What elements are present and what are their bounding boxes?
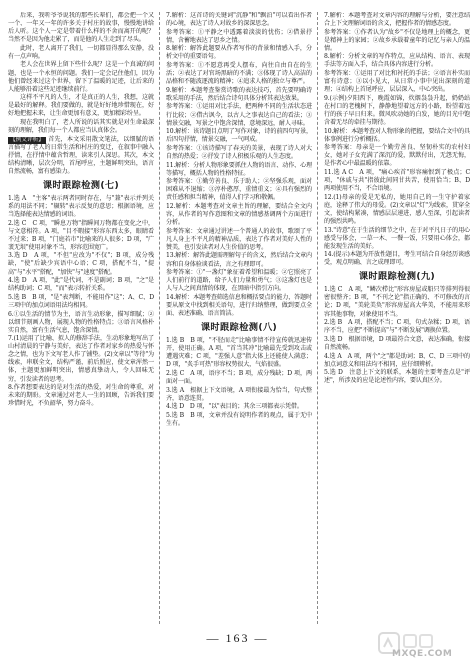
answer-paragraph: 8.解析：分析文章的写作特点，应从结构、语言、表现手法等方面入手，结合具体内容进行分析。 <box>324 53 470 69</box>
column-divider <box>159 12 160 624</box>
section-title: 课时跟踪检测(七) <box>42 179 120 191</box>
answer-paragraph: 老人会在世界上留下些什么呢？这是一个真诚的问题，也是一个永恒的问题。我们一定会记住他们，因为他们曾经来过这个世界，留下了温暖的足迹，让后来的人能够沿着这些足迹继续前行。 <box>8 61 154 93</box>
column-left <box>8 12 154 624</box>
answer-paragraph: 9.(示例)夕阳西下，晚霞如锦，炊烟袅袅升起，奶奶站在村口的老槐树下，静静地望着远方的小路，盼望着远行的孩子早日归来。微风吹动她的白发，她的目光中饱含着无尽的牵挂与期待。 <box>324 94 470 126</box>
watermark-text: MXQE.COM <box>392 649 453 659</box>
answer-paragraph: 5.选 B B 项，文章并没有说明作者的观点，属于无中生有。 <box>166 411 312 427</box>
answer-paragraph: 9.解析：本题考查鉴赏诗歌的表达技巧，首先要明确诗歌采用的手法，然后结合诗句具体分析其表达效果。 <box>166 86 312 102</box>
answer-paragraph: 7.解析：本题考查对文章内容的理解与分析，要注意结合上下文理解词语的含义，把握作者的情感态度。 <box>324 12 470 28</box>
answer-paragraph: 13.解析：解答此题需理解句子的含义，然后结合文章内容和自身体验谈看法，言之有理即可。 <box>166 252 312 268</box>
answer-paragraph: 2.选 C A 项，语序不当；B 项，成分残缺；D 项，两面对一面。 <box>166 369 312 385</box>
answer-paragraph: 2.选 B A 项，搭配不当；C 项，句式杂糅；D 项，语序不当，应把"不断提高"与"不断发展"调换位置。 <box>324 319 470 335</box>
answer-paragraph: 现在我明白了，老人所说的话其实就是对生命最深刻的理解，我们每一个人都应当认真体会。 <box>8 118 154 135</box>
answer-paragraph: 5.选 D 注意上下文的联系，本题的主要考查点是"评述"，所涉及的应是论述性内容，要认真区分。 <box>324 369 470 385</box>
answer-paragraph: 1.选 B B 项，"不胫而走"比喻事情不待宣传就迅速传开，使用正确。A 项，"首当其冲"比喻最先受到攻击或遭遇灾难；C 项，"差强人意"指大体上还能使人满意；D 项，"炙手可热"形容权势很大，气焰很盛。 <box>166 337 312 369</box>
answer-paragraph: 7.解析：这首诗的关键词"沉静"和"飘泊"可以看出作者的心境，表达了诗人对故乡的深深思念。 <box>166 12 312 28</box>
answer-paragraph: 13."诗意"在于生活的细节之中，在于对平凡日子的用心感受与体会，一草一木、一餐一饭，只要用心体会，都能发现生活的美好。 <box>324 226 470 250</box>
answer-paragraph: 参考答案：①运用了对比和衬托的手法；②语言朴实而富有诗意；③以小见大，从日常小事中见出深刻的道理；④结构上首尾呼应，层层深入，中心突出。 <box>324 70 470 94</box>
answer-paragraph: 4.选 A A 项，两个"之"都是助词；B、C、D 三项中的加点词意义和用法均不相同，应仔细辨析。 <box>324 352 470 368</box>
answer-paragraph: 参考答案：母亲是一个勤劳善良、坚韧朴实的农村妇女，她对子女充满了深沉的爱，默默付出，无怨无悔，是作者心中最温暖的依靠。 <box>324 144 470 168</box>
answer-paragraph: 参考答案：①"一盏灯"象征着希望和温暖；②它照亮了人们前行的道路，给予人们力量和勇气；③这盏灯也是人与人之间真情的体现，在黑暗中指引方向。 <box>166 269 312 293</box>
answer-paragraph: 7.(1)运用了比喻、拟人的修辞手法，生动形象地写出了山村清晨的宁静与美好，表达了作者对家乡的热爱与怀念之情，也为下文写老人作了铺垫。(2)文章以"等待"为线索，串联全文，结构严谨，前后照应，使文章浑然一体，主题更加鲜明突出，情感真挚动人，令人回味无穷，引发读者的思考。 <box>8 335 154 383</box>
answer-paragraph: 10.解析：本题考查对人物形象的把握，要结合文中的具体事例进行分析概括。 <box>324 127 470 143</box>
commentary-text: 首先，本文采用散文笔法，以细腻的语言描写了老人的日常生活和村庄的变迁，在叙事中融入抒情，在抒情中蕴含哲理，读来引人深思。其次，本文结构清晰，层次分明，首尾呼应，主题鲜明突出，语言自然流畅，富有感染力。 <box>8 135 154 175</box>
section-title: 课时跟踪检测(八) <box>200 322 278 334</box>
answer-paragraph: 12.(1)母亲的爱是无私的，她用自己的一生守护着家庭，诠释了伟大的母爱。(2)文章以"灯"为线索，贯穿全文，使结构紧凑，情感层层递进，感人至深，引起读者的强烈共鸣。 <box>324 193 470 225</box>
answer-paragraph: 参考答案：文章通过讲述一个普通人的故事，歌颂了平凡人身上不平凡的精神品质，表达了作者对美好人性的赞美，也引发读者对人生价值的思考。 <box>166 227 312 251</box>
answer-paragraph: 10.解析：该诗题目点明了写作对象，诗的前四句写景，后四句抒情，情景交融，一气呵成。 <box>166 128 312 144</box>
answer-paragraph: 3.选 A 根据上下文语境，A 项衔接最为恰当，句式整齐，语意连贯。 <box>166 386 312 402</box>
answer-paragraph: 3.选 D A 项，"不但"应改为"不仅"；B 项，成分残缺，"使"后缺少宾语中心语；C 项，搭配不当，"提高"与"水平"搭配，"加快"与"速度"搭配。 <box>8 252 154 276</box>
answer-paragraph: 8.解析：解答此题要从作者写作的背景和情感入手，分析文中的重要语句。 <box>166 45 312 61</box>
answer-paragraph: 后来，我听爷爷说我的那些长辈们，都会把一个又一个、一年又一年的许多关于村庄的故事，慢慢地讲给后人听。这个人一定是带着什么样的不舍而离开的呢？当然不是因为他走累了，而是他的人生走到了尽头。 <box>8 12 154 44</box>
page-number: — 163 — <box>206 631 269 645</box>
answer-paragraph: 14.解析：本题考查筛选信息和概括要点的能力，答题时要从原文中找到相关语句，进行归纳整理，做到要点全面、表述准确、语言简洁。 <box>166 293 312 317</box>
answer-paragraph: 4.选 D D 项，"以"表目的；其余三项都表示凭借。 <box>166 403 303 411</box>
answer-paragraph: 此时，老人离开了我们，一切都显得那么安静，没有一点声响。 <box>8 44 154 60</box>
answer-paragraph: 12.解析：本题考查对文章主旨的理解，要结合全文内容，从作者的写作意图和文章的情感基调两个方面进行分析。 <box>166 203 312 227</box>
answer-paragraph: 1.选 A "主客"表示两者同时存在，与"兼"表示并列关系的用法不同；"辗转"表示反复的意思；根据语境，应当选择能表达情感的词语。 <box>8 194 154 218</box>
commentary-paragraph <box>8 136 154 176</box>
answer-paragraph: 6.①以生活的情节为主，语言生动形象，描写细腻；②以细节刻画人物，展现人物的性格特点；③语言风格朴实自然，富有生活气息，饱含深情。 <box>8 310 154 334</box>
answer-paragraph: 14.(提示)本题为开放性题目，考生可结合自身经历谈感受，观点明确、言之成理即可。 <box>324 251 470 267</box>
commentary-tag: 【例文评析】 <box>10 136 44 143</box>
column-divider <box>317 12 318 624</box>
answer-paragraph: 参考答案：①该诗描写了春天的美景，表现了诗人对大自然的热爱；②抒发了诗人积极乐观的人生态度。 <box>166 144 312 160</box>
answer-paragraph: 11.解析：分析人物形象要抓住人物的语言、动作、心理等描写，概括人物的性格特征。 <box>166 161 312 177</box>
answer-paragraph: 参考答案：①勤劳善良、乐于助人；②坚强乐观，面对困难从不退缩；③淳朴憨厚，重情重义；④具有强烈的责任感和担当精神，值得人们学习和敬佩。 <box>166 178 312 202</box>
answer-paragraph: 这样不平凡的人生，才是真正的人生，我想，这就是最好的解释。我们要做的，就是好好地珍惜现在，好好地把握未来，让生命更加有意义，更加精彩纷呈。 <box>8 94 154 118</box>
answer-paragraph: 参考答案：①不愿意再受人摆布，向往自由自在的生活；②表达了对官场黑暗的不满；③体现了诗人高洁的品格和不随波逐流的精神；④追求人格的独立与尊严。 <box>166 62 312 86</box>
answer-paragraph: 参考答案：①运用对比手法，把两种不同的生活状态进行比较；②借古讽今，以古人之事表达自己的看法；③情景交融，写景之中饱含深情，意境深远，耐人寻味。 <box>166 103 312 127</box>
answer-paragraph: 4.选 D A 项，"此"是代词，不是副词；B 项，"之"是结构助词；C 项，"而"表示转折关系。 <box>8 277 154 293</box>
answer-paragraph: 5.选 B B 项，"是"表判断，不能用作"这"；A、C、D 三项中的加点词语用法均相同。 <box>8 293 154 309</box>
column-middle <box>166 12 312 624</box>
answer-paragraph: 2.选 C C 项，"瞬息万物"指瞬间万物都在变化之中，与文意相符。A 项，"目不暇接"形容东西太多，眼睛看不过来；B 项，"门庭若市"比喻来的人很多；D 项，"广袤无垠"使用对象不当，形容范围宽广。 <box>8 219 154 251</box>
answer-paragraph: 11.选 A C A 项，"痛心疾首"形容痛恨到了极点；C 项，"休戚与共"指彼此间同甘共苦，使用恰当；B、D 两项使用不当，不合语境。 <box>324 169 470 193</box>
column-right <box>324 12 470 624</box>
answer-paragraph: 参考答案：①平静之中透露着淡淡的忧伤；②借景抒情，含蓄地表达了思乡之情。 <box>166 28 312 44</box>
answer-paragraph: 参考答案：①作者认为"故乡"不仅是地理上的概念，更是精神上的家园；②故乡承载着童年的记忆与亲人的温情。 <box>324 28 470 52</box>
answer-paragraph: 8.作者想要表达的是对生活的热爱，对生命的尊重，对未来的期盼。文章通过对老人一生的回顾，告诉我们要珍惜时光，不负韶华，努力奋斗。 <box>8 384 154 408</box>
answer-paragraph: 1.选 C A 项，"鳞次栉比"形容房屋或船只等排列得很密很整齐；B 项，"不刊之论"指正确的、不可修改的言论；D 项，"美轮美奂"形容房屋高大华美，不能用来形容其他事物，对象使用不当。 <box>324 286 470 318</box>
section-title: 课时跟踪检测(九) <box>358 271 436 283</box>
answer-paragraph: 3.选 D 根据语境，D 项最符合文意，表达准确，衔接自然流畅。 <box>324 335 470 351</box>
